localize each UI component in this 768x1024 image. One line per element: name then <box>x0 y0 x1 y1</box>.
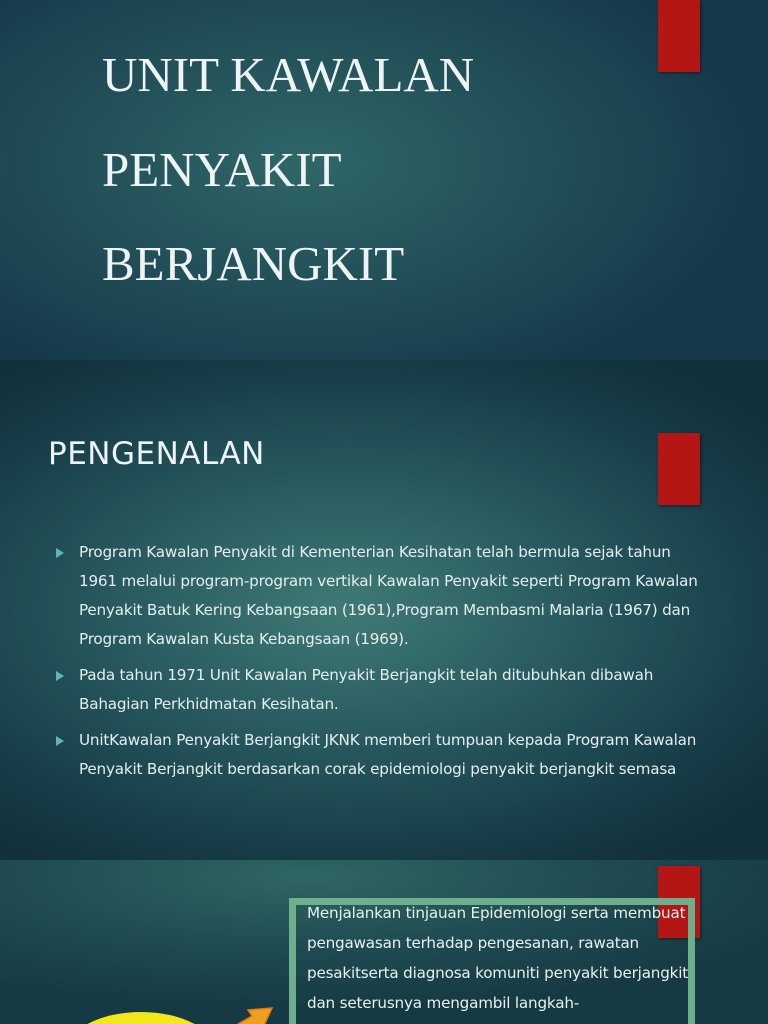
bullet-item <box>56 726 706 784</box>
triangle-bullet-icon <box>56 736 64 746</box>
arrow-right-icon <box>226 1000 276 1024</box>
bullet-text: Program Kawalan Penyakit di Kementerian Kesihatan telah bermula sejak tahun 1961 melalui program-program vertikal Kawalan Penyakit seperti Program Kawalan Penyakit Batuk Kering Kebangsaan (1961),Program Membasmi Malaria (1967) dan Program Kawalan Kusta Kebangsaan (1969). <box>79 543 698 648</box>
triangle-bullet-icon <box>56 548 64 558</box>
title-line: PENYAKIT <box>102 141 342 197</box>
slide-introduction <box>0 360 768 860</box>
red-accent-tab <box>658 433 700 505</box>
section-heading: PENGENALAN <box>48 436 265 472</box>
title-line: BERJANGKIT <box>102 236 405 292</box>
title-line: UNIT KAWALAN <box>102 47 475 102</box>
yellow-circle-shape <box>66 1012 216 1024</box>
bullet-item <box>56 538 706 654</box>
triangle-bullet-icon <box>56 671 64 681</box>
box-text: Menjalankan tinjauan Epidemiologi serta membuat pengawasan terhadap pengesanan, rawatan pesakitserta diagnosa komuniti penyakit berjangkit dan seterusnya mengambil langkah- <box>307 904 689 1012</box>
bullet-text: UnitKawalan Penyakit Berjangkit JKNK memberi tumpuan kepada Program Kawalan Penyakit Berjangkit berdasarkan corak epidemiologi penyakit berjangkit semasa <box>79 731 697 778</box>
bullet-list <box>56 538 706 791</box>
bullet-text: Pada tahun 1971 Unit Kawalan Penyakit Berjangkit telah ditubuhkan dibawah Bahagian Perkhidmatan Kesihatan. <box>79 666 654 713</box>
red-accent-tab <box>658 0 700 72</box>
bullet-item <box>56 661 706 719</box>
slide-title-text <box>102 28 662 312</box>
slide-functions <box>0 860 768 1024</box>
slide-title <box>0 0 768 360</box>
